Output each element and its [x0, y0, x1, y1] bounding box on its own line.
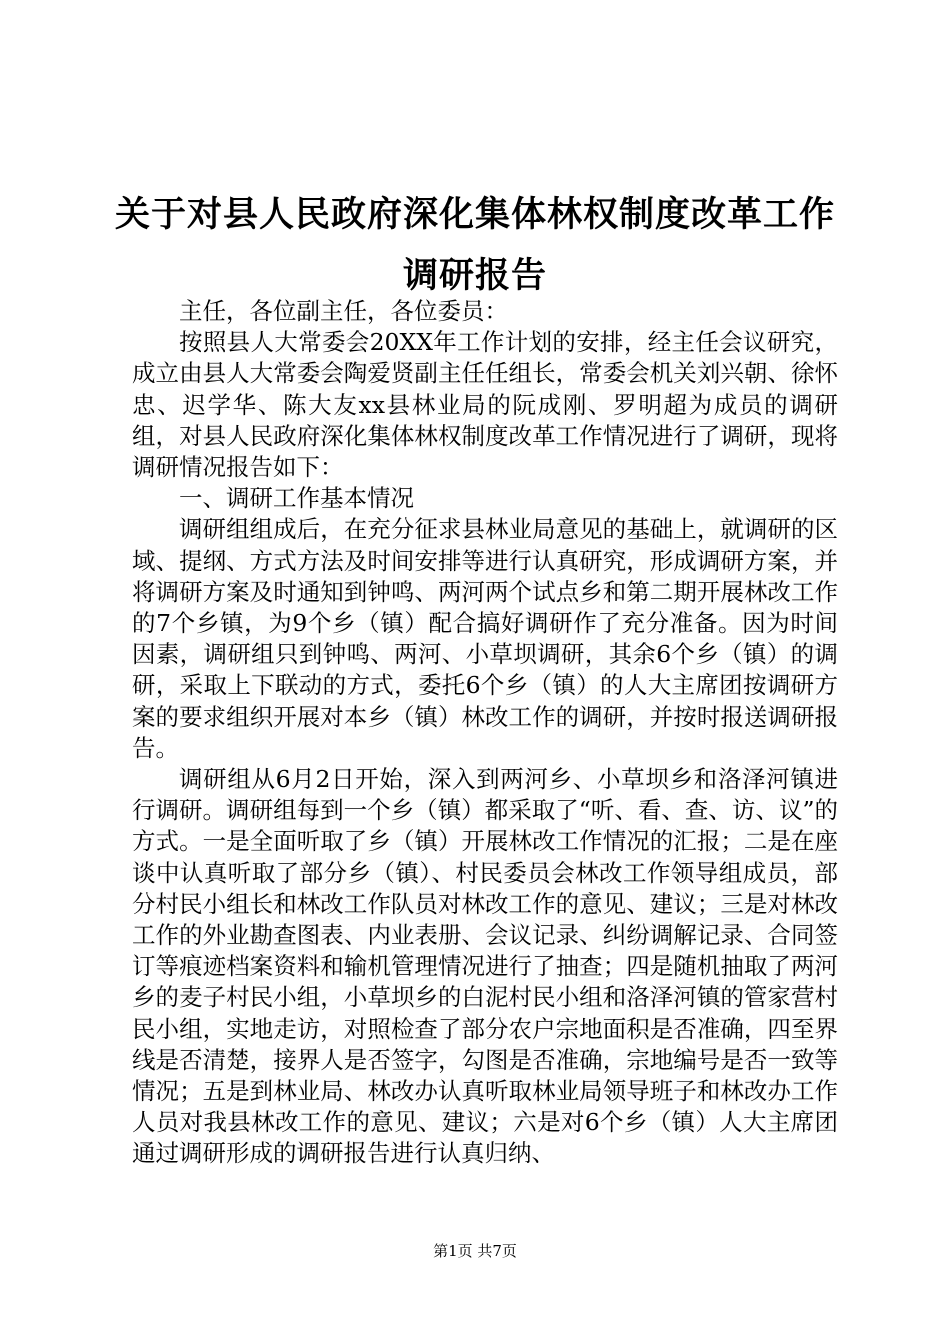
section-heading: 一、调研工作基本情况 — [179, 484, 414, 513]
document-body — [132, 296, 838, 1170]
document-title-line-1: 关于对县人民政府深化集体林权制度改革工作 — [114, 194, 835, 235]
paragraph-intro: 按照县人大常委会20XX年工作计划的安排，经主任会议研究，成立由县人大常委会陶爱贤副主任任组长，常委会机关刘兴朝、徐怀忠、迟学华、陈大友xx县林业局的阮成刚、罗明超为成员的调研组，对县人民政府深化集体林权制度改革工作情况进行了调研，现将调研情况报告如下： — [132, 328, 838, 482]
paragraph: 调研组组成后，在充分征求县林业局意见的基础上，就调研的区域、提纲、方式方法及时间安排等进行认真研究，形成调研方案，并将调研方案及时通知到钟鸣、两河两个试点乡和第二期开展林改工作的7个乡镇，为9个乡（镇）配合搞好调研作了充分准备。因为时间因素，调研组只到钟鸣、两河、小草坝调研，其余6个乡（镇）的调研，采取上下联动的方式，委托6个乡（镇）的人大主席团按调研方案的要求组织开展对本乡（镇）林改工作的调研，并按时报送调研报告。 — [132, 515, 838, 762]
document-title-line-2: 调研报告 — [402, 255, 547, 296]
paragraph: 调研组从6月2日开始，深入到两河乡、小草坝乡和洛泽河镇进行调研。调研组每到一个乡（镇）都采取了“听、看、查、访、议”的方式。一是全面听取了乡（镇）开展林改工作情况的汇报；二是在座谈中认真听取了部分乡（镇）、村民委员会林改工作领导组成员，部分村民小组长和林改工作队员对林改工作的意见、建议；三是对林改工作的外业勘查图表、内业表册、会议记录、纠纷调解记录、合同签订等痕迹档案资料和输机管理情况进行了抽查；四是随机抽取了两河乡的麦子村民小组，小草坝乡的白泥村民小组和洛泽河镇的管家营村民小组，实地走访，对照检查了部分农户宗地面积是否准确，四至界线是否清楚，接界人是否签字，勾图是否准确，宗地编号是否一致等情况；五是到林业局、林改办认真听取林业局领导班子和林改办工作人员对我县林改工作的意见、建议；六是对6个乡（镇）人大主席团通过调研形成的调研报告进行认真归纳、 — [132, 765, 838, 1168]
salutation: 主任，各位副主任，各位委员： — [179, 297, 508, 325]
page-footer: 第1页 共7页 — [433, 1242, 517, 1260]
